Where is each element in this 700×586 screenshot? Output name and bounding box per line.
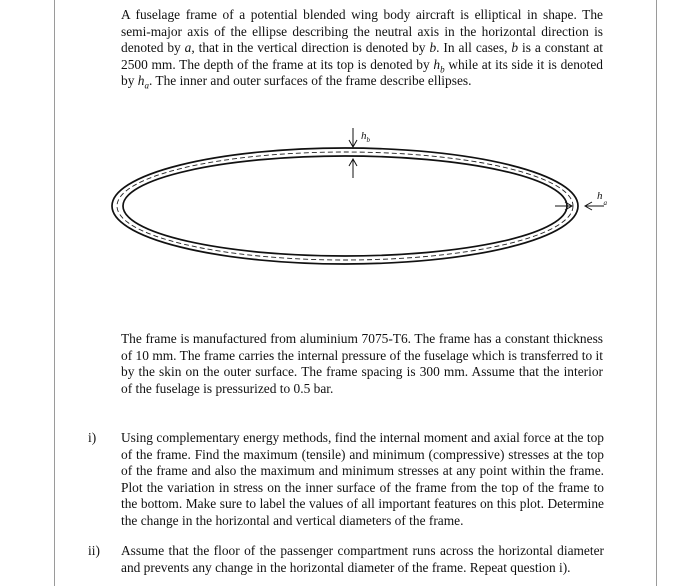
question-number: ii): [88, 543, 100, 558]
right-margin-line: [656, 0, 657, 586]
side-depth-label: $h_a$: [597, 190, 607, 207]
question-item: [88, 430, 604, 530]
frame-inner-ellipse: [123, 156, 567, 256]
elliptical-frame-diagram: [110, 122, 630, 282]
top-depth-label: $h_b$: [361, 130, 370, 144]
side-depth-arrows: [555, 202, 604, 210]
material-paragraph: The frame is manufactured from aluminium 7075-T6. The frame has a constant thickness of 10 mm. The frame carries the internal pressure of the fuselage which is transferred to it by the skin on the outer surface. The frame spacing is 300 mm. Assume that the interior of the fuselage is pressurized to 0.5 bar.: [121, 331, 603, 396]
top-depth-arrows: [349, 128, 357, 178]
left-margin-line: [54, 0, 55, 586]
question-text: Assume that the floor of the passenger compartment runs across the horizontal diameter and prevents any change in the horizontal diameter of the frame. Repeat question i).: [121, 543, 604, 575]
question-text: Using complementary energy methods, find the internal moment and axial force at the top of the frame. Find the maximum (tensile) and minimum (compressive) stresses at the top of the frame and also the maximum and minimum stresses at any point within the frame. Plot the variation in stress on the inner surface of the frame from the top of the frame to the bottom. Make sure to label the values of all important features on this plot. Determine the change in the horizontal and vertical diameters of the frame.: [121, 430, 604, 528]
question-item: [88, 543, 604, 576]
frame-neutral-axis: [117, 152, 573, 260]
question-number: i): [88, 430, 97, 445]
intro-paragraph: A fuselage frame of a potential blended wing body aircraft is elliptical in shape. The semi-major axis of the ellipse describing the neutral axis in the horizontal direction is denoted by a, that in the vertical direction is denoted by b. In all cases, b is a constant at 2500 mm. The depth of the frame at its top is denoted by $h_b$ while at its side it is denoted by $h_a$. The inner and outer surfaces of the frame describe ellipses.: [121, 7, 603, 92]
frame-outer-ellipse: [112, 148, 578, 264]
